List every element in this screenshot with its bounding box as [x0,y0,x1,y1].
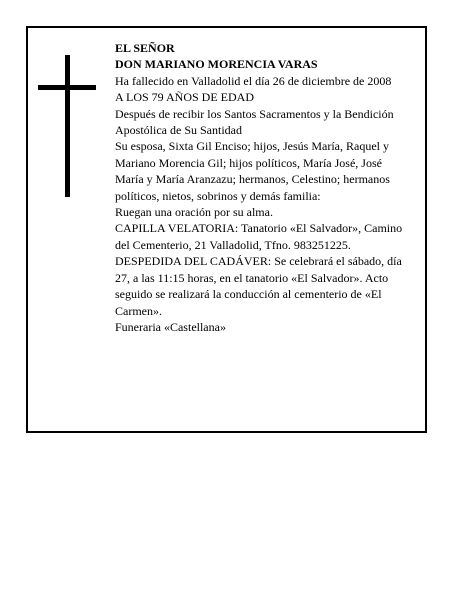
obituary-title: EL SEÑOR [115,41,175,55]
obituary-text [115,40,413,335]
cross-horizontal-bar [38,85,96,90]
cross-vertical-bar [65,55,70,197]
funeral-home: Funeraria «Castellana» [115,319,226,334]
chapel-info: CAPILLA VELATORIA: Tanatorio «El Salvador», Camino del Cementerio, 21 Valladolid, Tfno. 983251225. [115,221,403,252]
family-list: Su esposa, Sixta Gil Enciso; hijos, Jesús María, Raquel y Mariano Morencia Gil; hijos políticos, María José, José María y María Aranzazu; hermanos, Celestino; hermanos políticos, nietos, sobrinos y demás familia: [115,139,390,203]
sacraments-text: Después de recibir los Santos Sacramentos y la Bendición Apostólica de Su Santidad [115,106,394,138]
farewell-info: DESPEDIDA DEL CADÁVER: Se celebrará el sábado, día 27, a las 11:15 horas, en el tanatorio «El Salvador». Acto seguido se realizará la conducción al cementerio de «El Carmen». [115,254,402,318]
prayer-request: Ruegan una oración por su alma. [115,205,273,220]
death-info: Ha fallecido en Valladolid el día 26 de diciembre de 2008 [115,73,392,88]
age-at-death: A LOS 79 AÑOS DE EDAD [115,90,255,105]
deceased-name: DON MARIANO MORENCIA VARAS [115,57,318,72]
cross-icon [38,55,96,197]
